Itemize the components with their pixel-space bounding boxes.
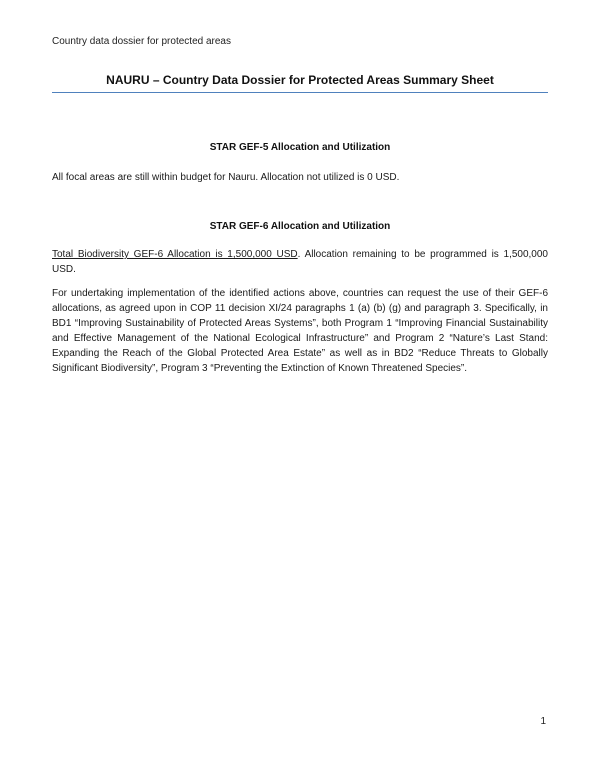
gef6-allocation-total: Total Biodiversity GEF-6 Allocation is 1,500,000 USD <box>52 249 298 260</box>
gef6-implementation-paragraph: For undertaking implementation of the identified actions above, countries can request the use of their GEF-6 allocations, as agreed upon in COP 11 decision XI/24 paragraphs 1 (a) (b) (g) and paragraph 3. Specifically, in BD1 “Improving Sustainability of Protected Areas Systems”, both Program 1 “Improving Financial Sustainability and Effective Management of the National Ecological Infrastructure” and Program 2 “Nature’s Last Stand: Expanding the Reach of the Global Protected Area Estate” as well as in BD2 “Reduce Threats to Globally Significant Biodiversity”, Program 3 “Preventing the Extinction of Known Threatened Species”. <box>52 288 548 374</box>
title-divider <box>52 92 548 93</box>
gef5-heading: STAR GEF-5 Allocation and Utilization <box>209 142 391 153</box>
running-header: Country data dossier for protected areas <box>52 36 231 47</box>
gef6-heading: STAR GEF-6 Allocation and Utilization <box>209 221 391 232</box>
gef6-allocation-remaining: . Allocation remaining to be programmed is 1,500,000 USD. <box>52 249 548 275</box>
gef5-body: All focal areas are still within budget for Nauru. Allocation not utilized is 0 USD. <box>52 172 400 183</box>
gef6-allocation-paragraph <box>52 247 548 277</box>
page-number: 1 <box>540 716 546 727</box>
document-title: NAURU – Country Data Dossier for Protected Areas Summary Sheet <box>106 73 494 87</box>
